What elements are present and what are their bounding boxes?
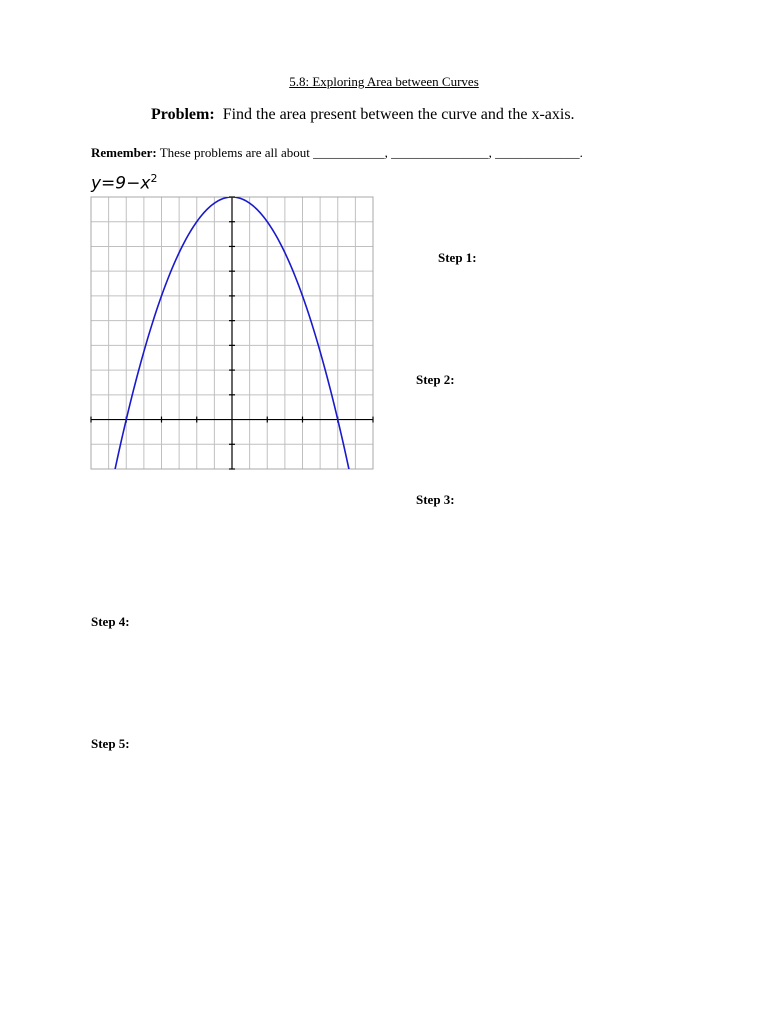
parabola-graph xyxy=(88,194,378,476)
step-1-label: Step 1: xyxy=(438,250,477,265)
remember-label: Remember: xyxy=(91,145,157,160)
problem-label: Problem: xyxy=(151,106,215,123)
equation-main: y=9−x xyxy=(91,173,151,194)
page-title: 5.8: Exploring Area between Curves xyxy=(289,74,479,89)
problem-text: Find the area present between the curve and the x-axis. xyxy=(222,106,575,123)
graph-equation xyxy=(91,172,157,194)
remember-text: These problems are all about ___________, _______________, _____________. xyxy=(159,145,583,160)
step-5-label: Step 5: xyxy=(91,736,130,751)
equation-exponent: 2 xyxy=(150,172,158,185)
problem-statement xyxy=(151,106,575,124)
step-2-label: Step 2: xyxy=(416,372,455,387)
step-4-label: Step 4: xyxy=(91,614,130,629)
step-3-label: Step 3: xyxy=(416,492,455,507)
remember-line xyxy=(91,145,583,161)
